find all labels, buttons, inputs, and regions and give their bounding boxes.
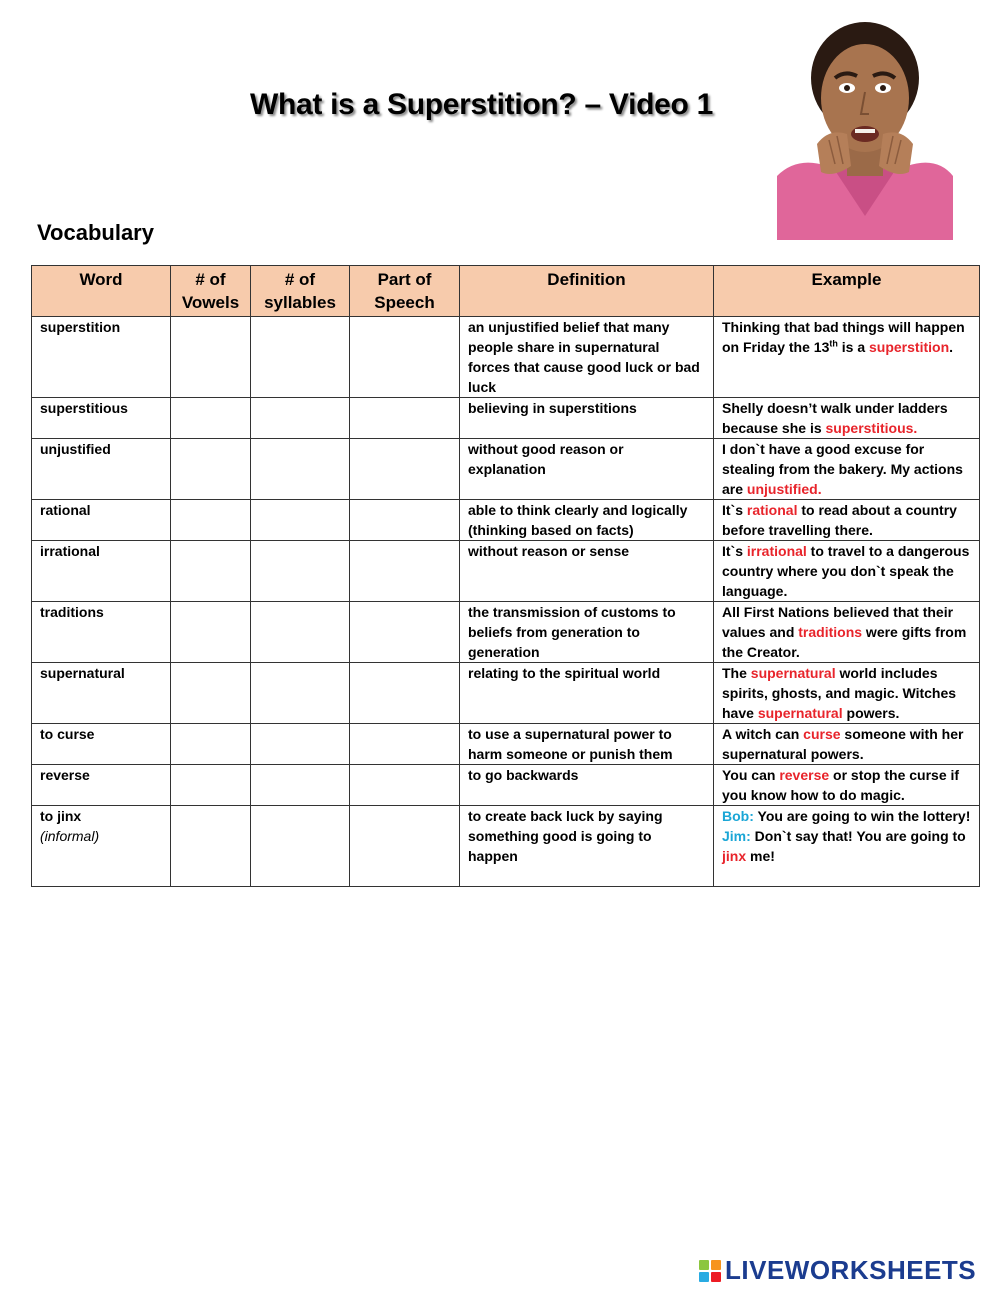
example-cell: I don`t have a good excuse for stealing from the bakery. My actions are unjustified. — [714, 439, 980, 500]
part-of-speech-answer-cell[interactable] — [350, 500, 460, 541]
syllables-answer-cell[interactable] — [251, 541, 350, 602]
example-cell: You can reverse or stop the curse if you know how to do magic. — [714, 765, 980, 806]
col-header-word: Word — [32, 266, 171, 317]
vowels-answer-cell[interactable] — [171, 398, 251, 439]
definition-cell: to create back luck by saying something good is going to happen — [460, 806, 714, 887]
example-cell: A witch can curse someone with her supernatural powers. — [714, 724, 980, 765]
part-of-speech-answer-cell[interactable] — [350, 439, 460, 500]
vowels-answer-cell[interactable] — [171, 724, 251, 765]
vowels-answer-cell[interactable] — [171, 806, 251, 887]
example-cell: Shelly doesn’t walk under ladders because she is superstitious. — [714, 398, 980, 439]
syllables-answer-cell[interactable] — [251, 602, 350, 663]
syllables-answer-cell[interactable] — [251, 439, 350, 500]
definition-cell: the transmission of customs to beliefs from generation to generation — [460, 602, 714, 663]
page-title: What is a Superstition? – Video 1 — [250, 88, 713, 121]
table-row — [32, 806, 980, 887]
table-row — [32, 439, 980, 500]
example-cell: All First Nations believed that their values and traditions were gifts from the Creator. — [714, 602, 980, 663]
vowels-answer-cell[interactable] — [171, 500, 251, 541]
word-cell: superstitious — [32, 398, 171, 439]
definition-cell: believing in superstitions — [460, 398, 714, 439]
table-row — [32, 602, 980, 663]
example-cell: Bob: You are going to win the lottery! Jim: Don`t say that! You are going to jinx me! — [714, 806, 980, 887]
logo-text: LIVEWORKSHEETS — [725, 1255, 977, 1285]
part-of-speech-answer-cell[interactable] — [350, 724, 460, 765]
definition-cell: to use a supernatural power to harm someone or punish them — [460, 724, 714, 765]
definition-cell: able to think clearly and logically (thinking based on facts) — [460, 500, 714, 541]
syllables-answer-cell[interactable] — [251, 765, 350, 806]
word-cell: rational — [32, 500, 171, 541]
table-header-row — [32, 266, 980, 317]
word-cell: superstition — [32, 317, 171, 398]
table-row — [32, 317, 980, 398]
syllables-answer-cell[interactable] — [251, 500, 350, 541]
vocabulary-table — [31, 265, 980, 887]
col-header-syllables: # of syllables — [251, 266, 350, 317]
vowels-answer-cell[interactable] — [171, 765, 251, 806]
table-row — [32, 398, 980, 439]
word-cell: irrational — [32, 541, 171, 602]
definition-cell: without good reason or explanation — [460, 439, 714, 500]
part-of-speech-answer-cell[interactable] — [350, 663, 460, 724]
example-cell: Thinking that bad things will happen on Friday the 13th is a superstition. — [714, 317, 980, 398]
definition-cell: an unjustified belief that many people share in supernatural forces that cause good luck or bad luck — [460, 317, 714, 398]
scared-woman-photo — [777, 16, 953, 240]
table-row — [32, 541, 980, 602]
logo-mark-icon — [699, 1260, 721, 1282]
example-cell: It`s irrational to travel to a dangerous country where you don`t speak the language. — [714, 541, 980, 602]
col-header-definition: Definition — [460, 266, 714, 317]
vowels-answer-cell[interactable] — [171, 602, 251, 663]
syllables-answer-cell[interactable] — [251, 806, 350, 887]
definition-cell: to go backwards — [460, 765, 714, 806]
part-of-speech-answer-cell[interactable] — [350, 541, 460, 602]
word-note: (informal) — [40, 828, 100, 844]
word-cell: to curse — [32, 724, 171, 765]
word-cell: reverse — [32, 765, 171, 806]
part-of-speech-answer-cell[interactable] — [350, 602, 460, 663]
table-row — [32, 500, 980, 541]
vowels-answer-cell[interactable] — [171, 317, 251, 398]
word-cell: unjustified — [32, 439, 171, 500]
table-row — [32, 724, 980, 765]
section-heading: Vocabulary — [37, 220, 154, 245]
syllables-answer-cell[interactable] — [251, 663, 350, 724]
part-of-speech-answer-cell[interactable] — [350, 765, 460, 806]
col-header-vowels: # of Vowels — [171, 266, 251, 317]
definition-cell: relating to the spiritual world — [460, 663, 714, 724]
syllables-answer-cell[interactable] — [251, 398, 350, 439]
word-cell: to jinx (informal) — [32, 806, 171, 887]
table-row — [32, 765, 980, 806]
definition-cell: without reason or sense — [460, 541, 714, 602]
word-cell: traditions — [32, 602, 171, 663]
col-header-part-of-speech: Part of Speech — [350, 266, 460, 317]
table-row — [32, 663, 980, 724]
scared-woman-illustration — [777, 16, 953, 240]
vowels-answer-cell[interactable] — [171, 663, 251, 724]
example-cell: The supernatural world includes spirits, ghosts, and magic. Witches have supernatural powers. — [714, 663, 980, 724]
part-of-speech-answer-cell[interactable] — [350, 806, 460, 887]
word-cell: supernatural — [32, 663, 171, 724]
part-of-speech-answer-cell[interactable] — [350, 398, 460, 439]
syllables-answer-cell[interactable] — [251, 724, 350, 765]
col-header-example: Example — [714, 266, 980, 317]
example-cell: It`s rational to read about a country before travelling there. — [714, 500, 980, 541]
part-of-speech-answer-cell[interactable] — [350, 317, 460, 398]
vowels-answer-cell[interactable] — [171, 439, 251, 500]
syllables-answer-cell[interactable] — [251, 317, 350, 398]
vowels-answer-cell[interactable] — [171, 541, 251, 602]
liveworksheets-logo[interactable] — [699, 1255, 976, 1286]
